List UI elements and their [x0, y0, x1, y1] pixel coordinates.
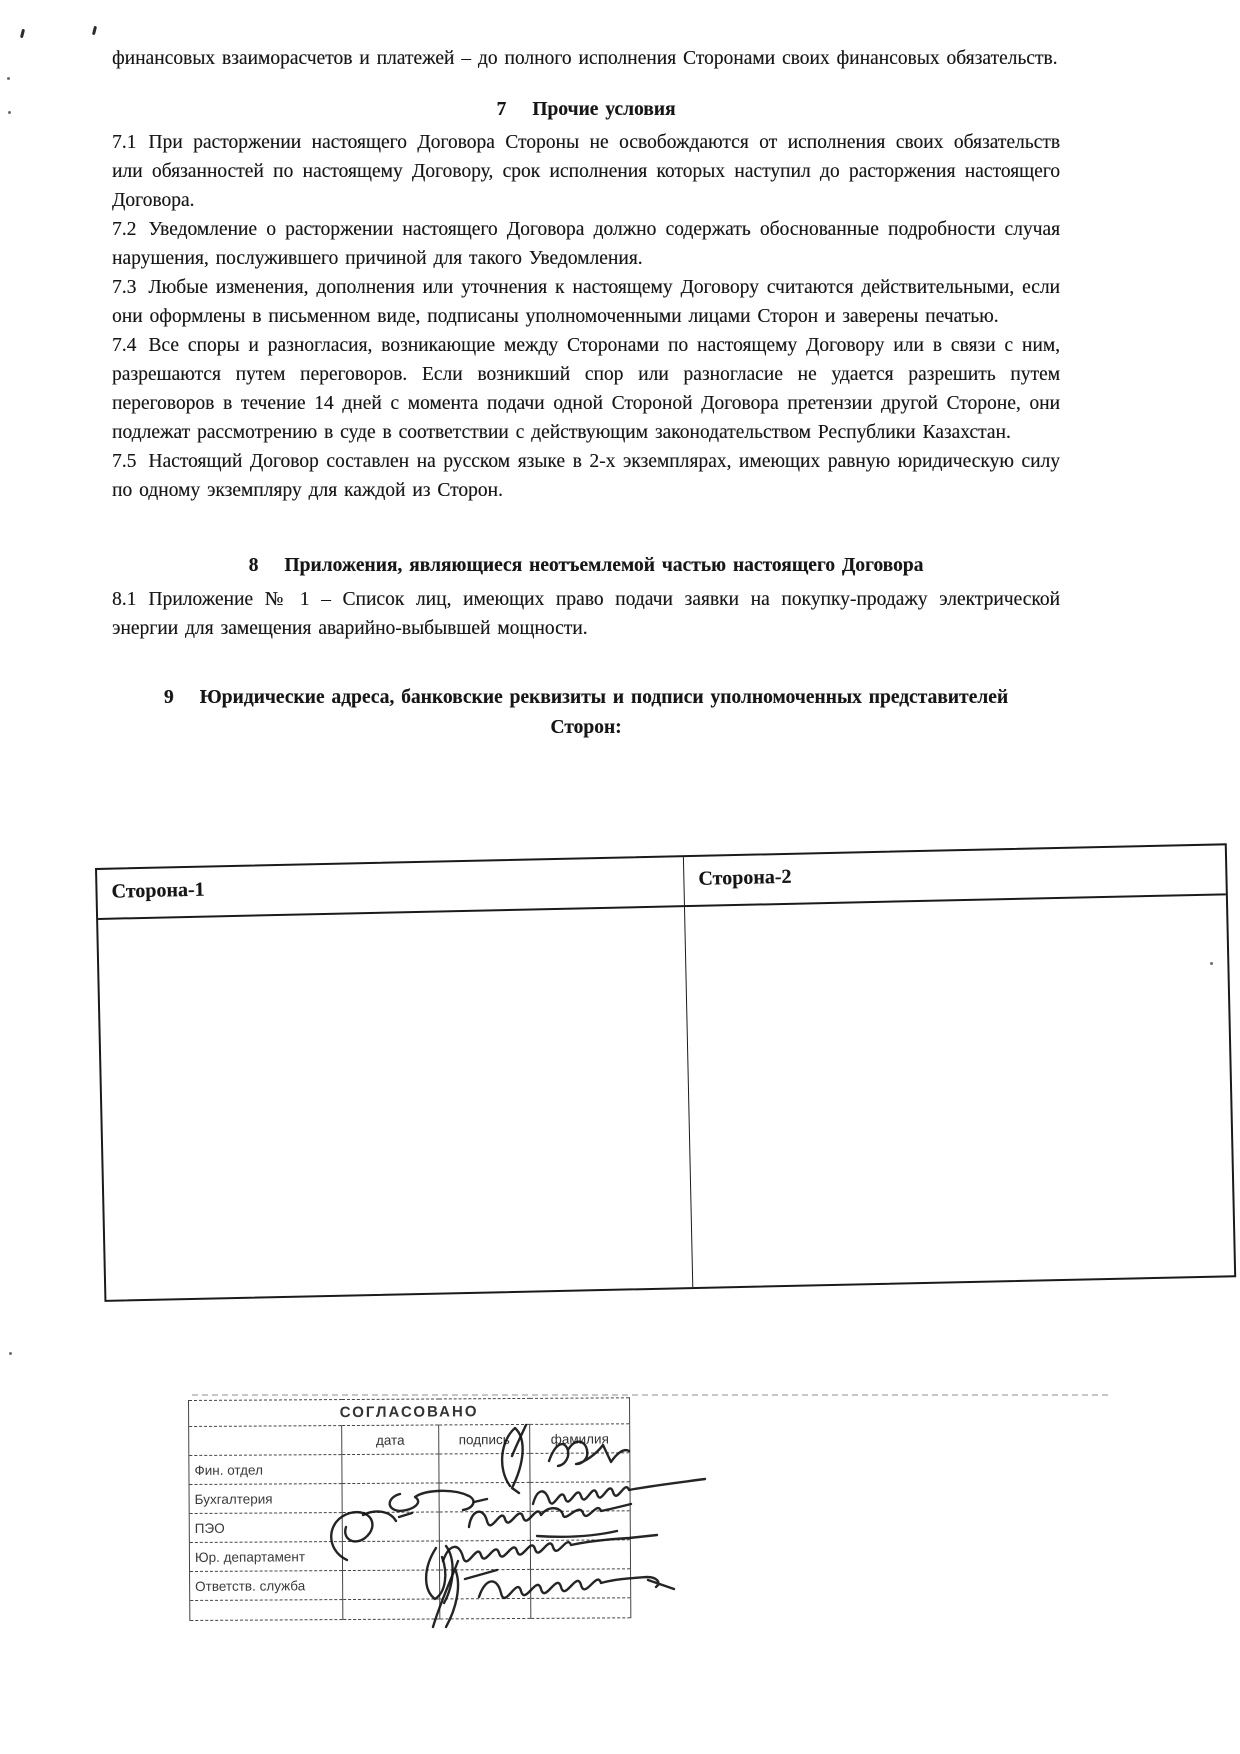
clause-7-1: 7.1 При расторжении настоящего Договора Стороны не освобождаются от исполнения своих обязательств или обязанностей по настоящему Договору, срок исполнения которых наступил до расторжения настоящего Договора.: [112, 132, 1060, 211]
section9-number: 9: [163, 687, 174, 708]
clause-7-4: 7.4 Все споры и разногласия, возникающие между Сторонами по настоящему Договору или в связи с ним, разрешаются путем переговоров. Если возникший спор или разногласие не удается разрешить путем переговоров в течение 14 дней с момента подачи одной Стороной Договора претензии другой Стороне, они подлежат рассмотрению в суде в соответствии с действующим законодательством Республики Казахстан.: [112, 335, 1060, 443]
approval-empty-row: [190, 1598, 631, 1621]
section8-title: Приложения, являющиеся неотъемлемой частью настоящего Договора: [284, 555, 924, 576]
approval-title: СОГЛАСОВАНО: [189, 1398, 630, 1427]
intro-paragraph: финансовых взаиморасчетов и платежей – до полного исполнения Сторонами своих финансовых обязательств.: [112, 48, 1058, 69]
approval-table: [188, 1397, 631, 1621]
approval-title-row: [189, 1398, 630, 1427]
scan-speck: [9, 1352, 12, 1355]
clause-8-1: 8.1 Приложение № 1 – Список лиц, имеющих право подачи заявки на покупку-продажу электрической энергии для замещения аварийно-выбывшей мощности.: [112, 589, 1060, 639]
approval-corner-cell: [189, 1426, 342, 1456]
section9-title: Юридические адреса, банковские реквизиты и подписи уполномоченных представителей Сторон:: [199, 687, 1009, 738]
contract-body: [112, 44, 1060, 743]
approval-table-wrap: [188, 1397, 631, 1621]
section8-number: 8: [248, 555, 259, 576]
approval-row-yur-departament: Юр. департамент: [189, 1540, 630, 1572]
clause-7-2: 7.2 Уведомление о расторжении настоящего Договора должно содержать обоснованные подробности случая нарушения, послужившего причиной для такого Уведомления.: [112, 219, 1060, 269]
approval-row-otvetstv-sluzhba: Ответств. служба: [190, 1569, 631, 1601]
clause-7-3: 7.3 Любые изменения, дополнения или уточнения к настоящему Договору считаются действительными, если они оформлены в письменном виде, подписаны уполномоченными лицами Сторон и заверены печатью.: [112, 277, 1060, 327]
approval-row-fin-otdel: Фин. отдел: [189, 1453, 630, 1485]
section7-title: Прочие условия: [532, 99, 676, 120]
section7-number: 7: [496, 99, 507, 120]
parties-table: [95, 843, 1236, 1302]
section9-heading: [146, 683, 1026, 743]
party1-header-cell: Сторона-1: [97, 857, 684, 920]
col-header-signature: подпись: [439, 1424, 530, 1454]
section7-heading: [112, 95, 1060, 125]
party2-details-cell: [684, 895, 1234, 1287]
approval-row-buhgalteria: Бухгалтерия: [189, 1482, 630, 1514]
party2-header-cell: Сторона-2: [683, 845, 1226, 907]
col-header-surname: фамилия: [530, 1424, 630, 1454]
section8-heading: [112, 551, 1060, 581]
scan-speck: [92, 26, 97, 35]
scan-speck: [7, 77, 10, 80]
clause-7-5: 7.5 Настоящий Договор составлен на русском языке в 2-х экземплярах, имеющих равную юридическую силу по одному экземпляру для каждой из Сторон.: [112, 451, 1060, 501]
col-header-date: дата: [342, 1425, 439, 1455]
scan-streak: [192, 1394, 1108, 1396]
approval-header-row: [189, 1424, 630, 1456]
scan-speck: [20, 29, 25, 38]
party1-details-cell: [98, 907, 692, 1300]
approval-row-peo: ПЭО: [189, 1511, 630, 1543]
scan-speck: [8, 111, 11, 114]
